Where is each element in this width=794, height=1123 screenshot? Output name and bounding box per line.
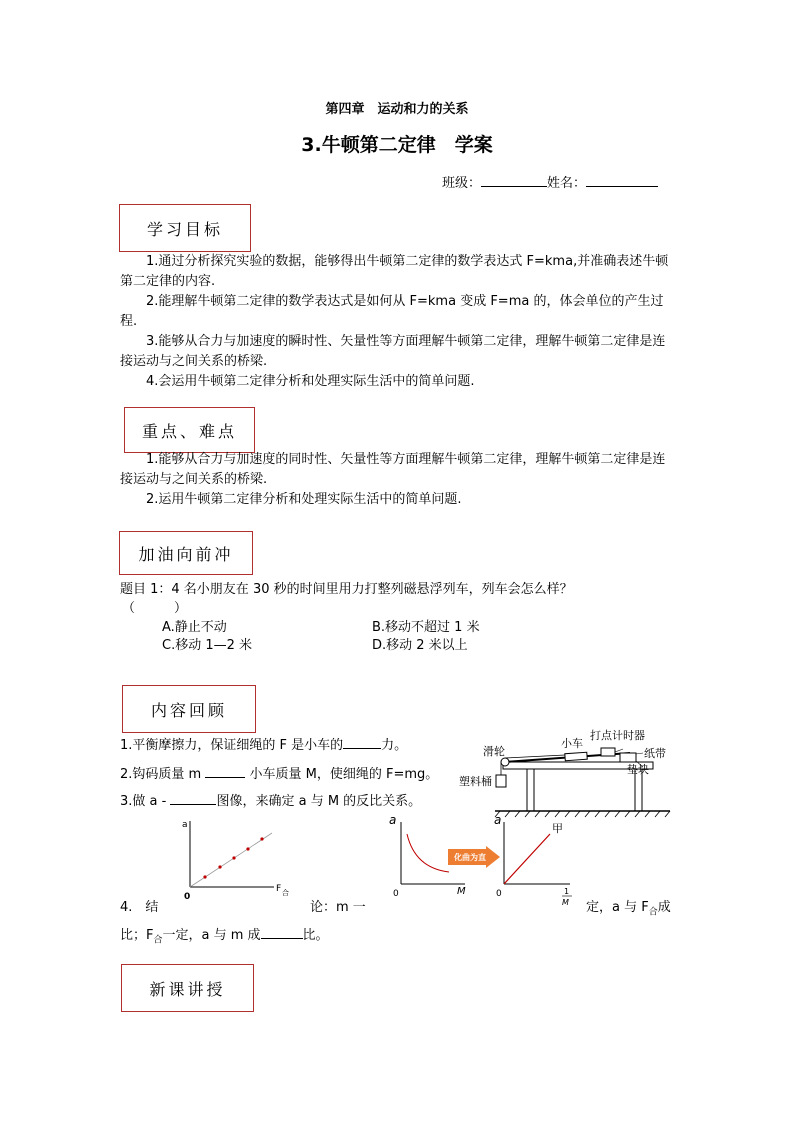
review-item-4-text: 定，a 与 F <box>586 900 649 915</box>
cart <box>565 752 587 761</box>
page-title: 3.牛顿第二定律 学案 <box>301 134 493 156</box>
line-label: 甲 <box>552 822 563 835</box>
x-axis-label-den: M <box>562 898 569 907</box>
review-item-4-text: 论：m 一 <box>310 900 366 915</box>
review-item-4-tail: 比。 <box>302 928 329 943</box>
review-item-4-blank[interactable] <box>261 926 303 939</box>
review-item-2 <box>120 763 438 782</box>
name-field[interactable] <box>586 174 658 187</box>
graph-a-vs-inverse-m <box>488 812 584 912</box>
key-point-item: 1.能够从合力与加速度的同时性、矢量性等方面理解牛顿第二定律，理解牛顿第二定律是连接运动与之间关系的桥梁. <box>120 452 666 487</box>
review-item-4-end <box>586 896 671 918</box>
x-axis-label: F <box>276 884 282 894</box>
x-axis-label-num: 1 <box>564 887 570 896</box>
label-cart: 小车 <box>561 737 583 750</box>
label-bucket: 塑料桶 <box>459 775 492 788</box>
class-field[interactable] <box>481 174 547 187</box>
label-pad: 垫块 <box>627 763 649 776</box>
label-pulley: 滑轮 <box>483 745 505 758</box>
origin-label: 0 <box>496 889 502 899</box>
curve <box>407 834 449 872</box>
student-info <box>442 172 658 191</box>
data-point <box>246 847 249 850</box>
review-item-3-text: 3.做 a - <box>120 794 167 809</box>
origin-label: 0 <box>393 889 399 899</box>
x-axis-label: M <box>457 886 466 897</box>
review-item-1-tail: 力。 <box>381 738 408 753</box>
goal-item: 4.会运用牛顿第二定律分析和处理实际生活中的简单问题. <box>146 374 475 389</box>
question-answer-paren[interactable]: （ ） <box>122 601 188 616</box>
x-axis-label-sub: 合 <box>282 889 289 897</box>
table-leg <box>527 769 534 811</box>
review-item-4-cont <box>120 924 329 946</box>
option-b[interactable]: B.移动不超过 1 米 <box>372 620 480 635</box>
graph-a-vs-f <box>178 815 290 903</box>
review-item-4-mid <box>310 896 366 915</box>
review-item-3-tail: 图像，来确定 a 与 M 的反比关系。 <box>216 794 422 809</box>
review-item-1-text: 1.平衡摩擦力，保证细绳的 F 是小车的 <box>120 738 344 753</box>
review-item-4-start <box>120 896 158 915</box>
bucket <box>496 775 506 787</box>
review-item-4-text: 一定，a 与 m 成 <box>162 928 261 943</box>
goal-item: 3.能够从合力与加速度的瞬时性、矢量性等方面理解牛顿第二定律，理解牛顿第二定律是连接运动与之间关系的桥梁. <box>120 334 666 369</box>
review-item-4-sub: 合 <box>648 907 658 918</box>
review-item-1 <box>120 734 407 753</box>
goal-item: 1.通过分析探究实验的数据，能够得出牛顿第二定律的数学表达式 F=kma,并准确表述牛顿第二定律的内容. <box>120 254 669 289</box>
review-item-4-text: 比；F <box>120 928 154 943</box>
section-goals: 学习目标 <box>119 204 251 252</box>
y-axis-label: a <box>389 813 397 827</box>
goal-item: 2.能理解牛顿第二定律的数学表达式是如何从 F=kma 变成 F=ma 的，体会单位的产生过程. <box>120 294 664 329</box>
origin-label: 0 <box>184 892 191 902</box>
label-timer: 打点计时器 <box>590 729 645 742</box>
review-item-4-text: 成 <box>657 900 671 915</box>
option-d[interactable]: D.移动 2 米以上 <box>372 638 468 653</box>
key-point-item: 2.运用牛顿第二定律分析和处理实际生活中的简单问题. <box>146 492 462 507</box>
data-point <box>218 865 221 868</box>
key-points-list <box>120 450 676 510</box>
apparatus-diagram <box>455 725 685 820</box>
question-stem: 题目 1：4 名小朋友在 30 秒的时间里用力打整列磁悬浮列车，列车会怎么样？ <box>120 582 573 597</box>
label-tape: 纸带 <box>644 747 666 760</box>
goals-list <box>120 252 676 392</box>
name-label: 姓名： <box>547 176 587 191</box>
y-axis-label: a <box>182 820 188 830</box>
chapter-heading: 第四章 运动和力的关系 <box>325 102 469 117</box>
review-item-2-text: 2.钩码质量 m <box>120 767 202 782</box>
review-item-4-sub: 合 <box>153 935 163 946</box>
data-point <box>203 875 206 878</box>
review-item-3 <box>120 790 421 809</box>
fit-line <box>190 833 272 887</box>
y-axis-label: a <box>494 813 502 827</box>
section-key-points: 重点、难点 <box>124 407 255 453</box>
pulley <box>501 758 509 766</box>
review-item-3-blank[interactable] <box>170 792 216 805</box>
review-item-4-text: 4. 结 <box>120 900 159 915</box>
review-item-2-tail: 小车质量 M，使细绳的 F=mg。 <box>249 767 439 782</box>
data-point <box>260 837 263 840</box>
data-point <box>232 856 235 859</box>
option-c[interactable]: C.移动 1—2 米 <box>162 638 253 653</box>
section-warmup: 加油向前冲 <box>119 531 253 575</box>
section-new-lesson: 新课讲授 <box>121 964 254 1012</box>
review-item-1-blank[interactable] <box>343 736 381 749</box>
arrow-label: 化曲为直 <box>454 853 486 862</box>
fit-line <box>504 834 550 884</box>
timer <box>601 748 615 756</box>
class-label: 班级： <box>442 176 482 191</box>
option-a[interactable]: A.静止不动 <box>162 620 227 635</box>
pad-block <box>620 753 636 762</box>
review-item-2-blank[interactable] <box>205 765 245 778</box>
section-review: 内容回顾 <box>122 685 256 733</box>
